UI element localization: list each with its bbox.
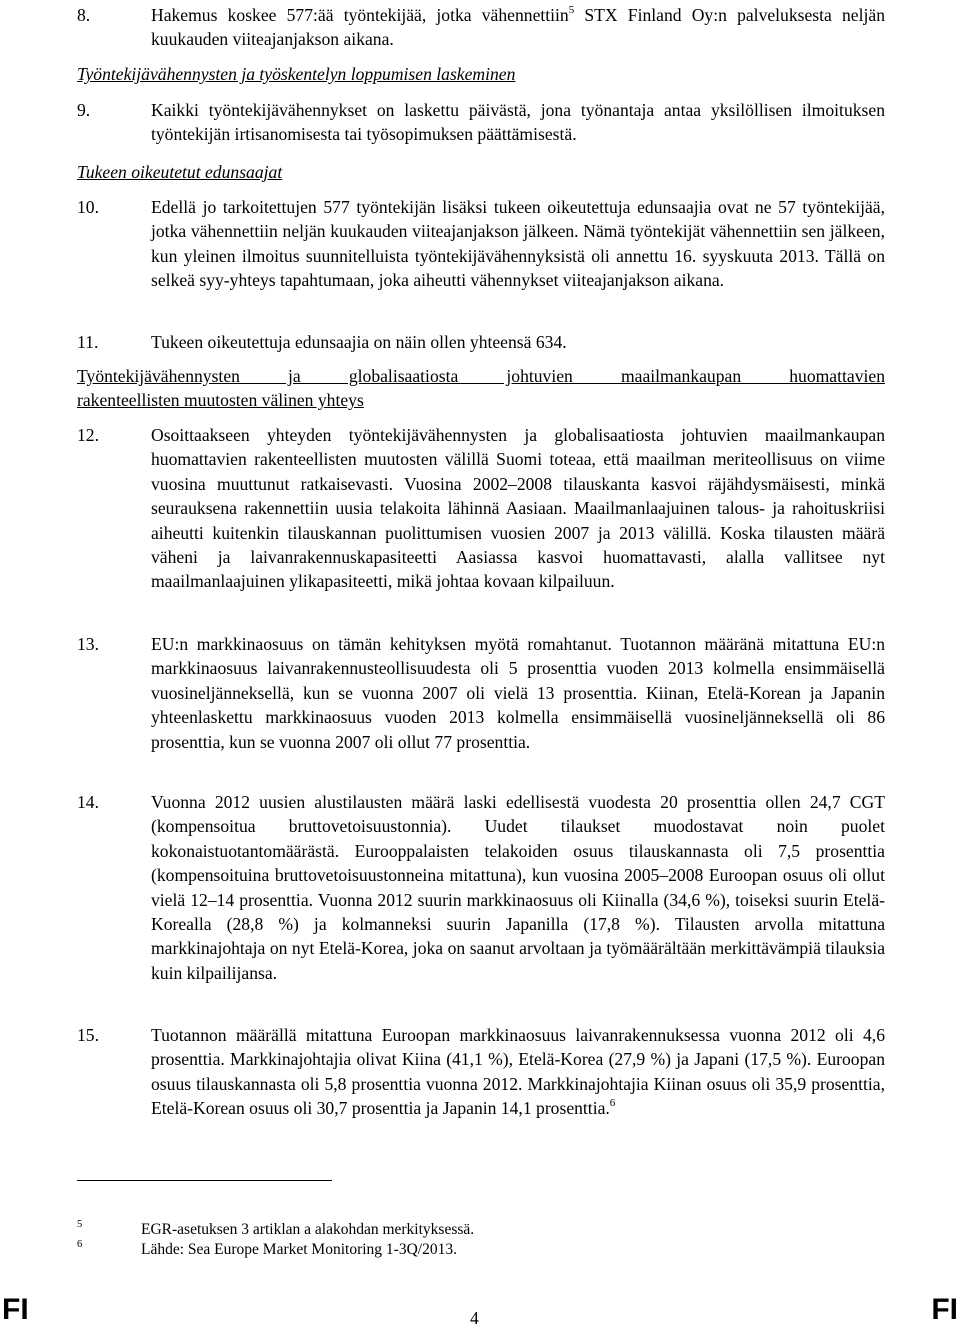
footnote-6: [77, 1240, 885, 1259]
footer-language-left: FI: [2, 1293, 29, 1326]
paragraph-10: [77, 195, 885, 293]
section-heading: Työntekijävähennysten ja työskentelyn loppumisen laskeminen: [77, 64, 516, 84]
section-heading: Tukeen oikeutetut edunsaajat: [77, 162, 283, 182]
heading-line: rakenteellisten muutosten välinen yhteys: [77, 390, 364, 411]
footnote-mark: 5: [77, 1219, 83, 1230]
paragraph-text: Tukeen oikeutettuja edunsaajia on näin ollen yhteensä 634.: [151, 332, 567, 352]
paragraph-text: Tuotannon määrällä mitattuna Euroopan markkinaosuus laivanrakennuksessa vuonna 2012 oli 4,6 prosenttia. Markkinajohtajia olivat Kiina (41,1 %), Etelä-Korea (27,9 %) ja Japani (17,5 %). Euroopan osuus tilauskannasta oli 5,8 prosenttia vuonna 2012. Markkinajohtajia Kiinan osuus oli 35,9 prosenttia, Etelä-Korean osuus oli 30,7 prosenttia ja Japanin 14,1 prosenttia.: [151, 1025, 885, 1119]
paragraph-text-continued: STX Finland Oy:n palveluksesta neljän kuukauden viiteajanjakson aikana.: [151, 5, 886, 50]
footnote-reference[interactable]: 6: [609, 1097, 616, 1110]
footnote-divider: [77, 1180, 332, 1181]
footer-language-right: FI: [931, 1293, 958, 1326]
footnote-text: EGR-asetuksen 3 artiklan a alakohdan merkityksessä.: [141, 1221, 475, 1238]
paragraph-number: 15.: [77, 1025, 99, 1045]
paragraph-text: EU:n markkinaosuus on tämän kehityksen myötä romahtanut. Tuotannon määränä mitattuna EU:n markkinaosuus laivanrakennusteollisuudesta oli 5 prosenttia vuoden 2013 kolmella ensimmäisellä vuosineljänneksellä, kun se vuonna 2007 oli vielä 13 prosenttia. Kiinan, Etelä-Korean ja Japanin yhteenlaskettu markkinaosuus vuoden 2013 kolmella ensimmäisellä vuosineljänneksellä oli 86 prosenttia, kun se vuonna 2007 oli ollut 77 prosenttia.: [151, 634, 885, 752]
paragraph-text: Kaikki työntekijävähennykset on laskettu päivästä, jona työnantaja antaa yksilöllisen ilmoituksen työntekijän irtisanomisesta tai työsopimuksen päättämisestä.: [151, 100, 885, 145]
paragraph-text: Osoittaakseen yhteyden työntekijävähennysten ja globalisaatiosta johtuvien maailmankaupan huomattavien rakenteellisten muutosten välillä Suomi toteaa, että maailman meriteollisuus on viime vuosina muuttunut ratkaisevasti. Vuosina 2002–2008 tilauskanta kasvoi räjähdysmäisesti, minkä seurauksena rakennettiin uusia telakoita lähinnä Aasiaan. Maailmanlaajuinen talous- ja rahoituskriisi aiheutti kuitenkin tilauskannan puolittumisen vuosien 2007 ja 2013 välillä. Koska tilausten määrä väheni ja laivanrakennuskapasiteetti Aasiassa kasvoi huomattavasti, alalla vallitsee nyt maailmanlaajuinen ylikapasiteetti, mikä johtaa kovaan kilpailuun.: [151, 425, 885, 592]
paragraph-text: Hakemus koskee 577:ää työntekijää, jotka vähennettiin: [151, 5, 569, 25]
paragraph-number: 13.: [77, 634, 99, 654]
paragraph-number: 9.: [77, 100, 91, 120]
footnote-5: [77, 1220, 885, 1239]
paragraph-9: [77, 98, 885, 147]
paragraph-text: Edellä jo tarkoitettujen 577 työntekijän lisäksi tukeen oikeutettuja edunsaajia ovat ne 57 työntekijää, jotka vähennettiin neljän kuukauden viiteajanjakson jälkeen. Nämä työntekijät vähennettiin sen jälkeen, kun yleinen ilmoitus suunnitelluista työntekijävähennyksistä oli annettu 16. syyskuuta 2013. Tällä on selkeä syy-yhteys tapahtumaan, joka aiheutti vähennykset viiteajanjakson aikana.: [151, 197, 885, 291]
footnote-text: Lähde: Sea Europe Market Monitoring 1-3Q/2013.: [141, 1241, 457, 1258]
page-number: 4: [470, 1308, 479, 1328]
paragraph-text: Vuonna 2012 uusien alustilausten määrä laski edellisestä vuodesta 20 prosenttia ollen 24,7 CGT (kompensoitua bruttovetoisuustonnia). Uudet tilaukset muodostavat noin puolet kokonaistuotantomäärästä. Eurooppalaisten telakoiden osuus tilauskannasta oli 7,5 prosenttia (kompensoituina bruttovetoisuustonneina mitattuna), kun vuosina 2005–2008 Euroopan osuus oli ollut vielä 12–14 prosenttia. Vuonna 2012 suurin markkinaosuus oli Kiinalla (34,6 %), toiseksi suurin Etelä-Korealla (28,8 %) ja kolmanneksi suurin Japanilla (17,8 %). Tilausten arvolla mitattuna markkinajohtaja on nyt Etelä-Korea, joka on saanut arvoltaan ja työmäärältään merkittävämpiä tilauksia kuin kilpailijansa.: [151, 792, 885, 983]
paragraph-14: [77, 790, 885, 985]
paragraph-number: 11.: [77, 332, 99, 352]
paragraph-13: [77, 632, 885, 754]
paragraph-15: [77, 1023, 885, 1121]
paragraph-11: [77, 330, 885, 354]
paragraph-number: 12.: [77, 425, 99, 445]
section-heading-linkage: [77, 364, 885, 413]
footnote-reference[interactable]: 5: [568, 4, 575, 16]
heading-line: Työntekijävähennysten ja globalisaatiosta johtuvien maailmankaupan huomattavien: [77, 366, 885, 386]
paragraph-12: [77, 423, 885, 594]
footnote-mark: 6: [77, 1239, 83, 1250]
paragraph-number: 10.: [77, 197, 99, 217]
paragraph-number: 14.: [77, 792, 99, 812]
paragraph-number: 8.: [77, 5, 91, 25]
paragraph-8: [77, 3, 885, 52]
